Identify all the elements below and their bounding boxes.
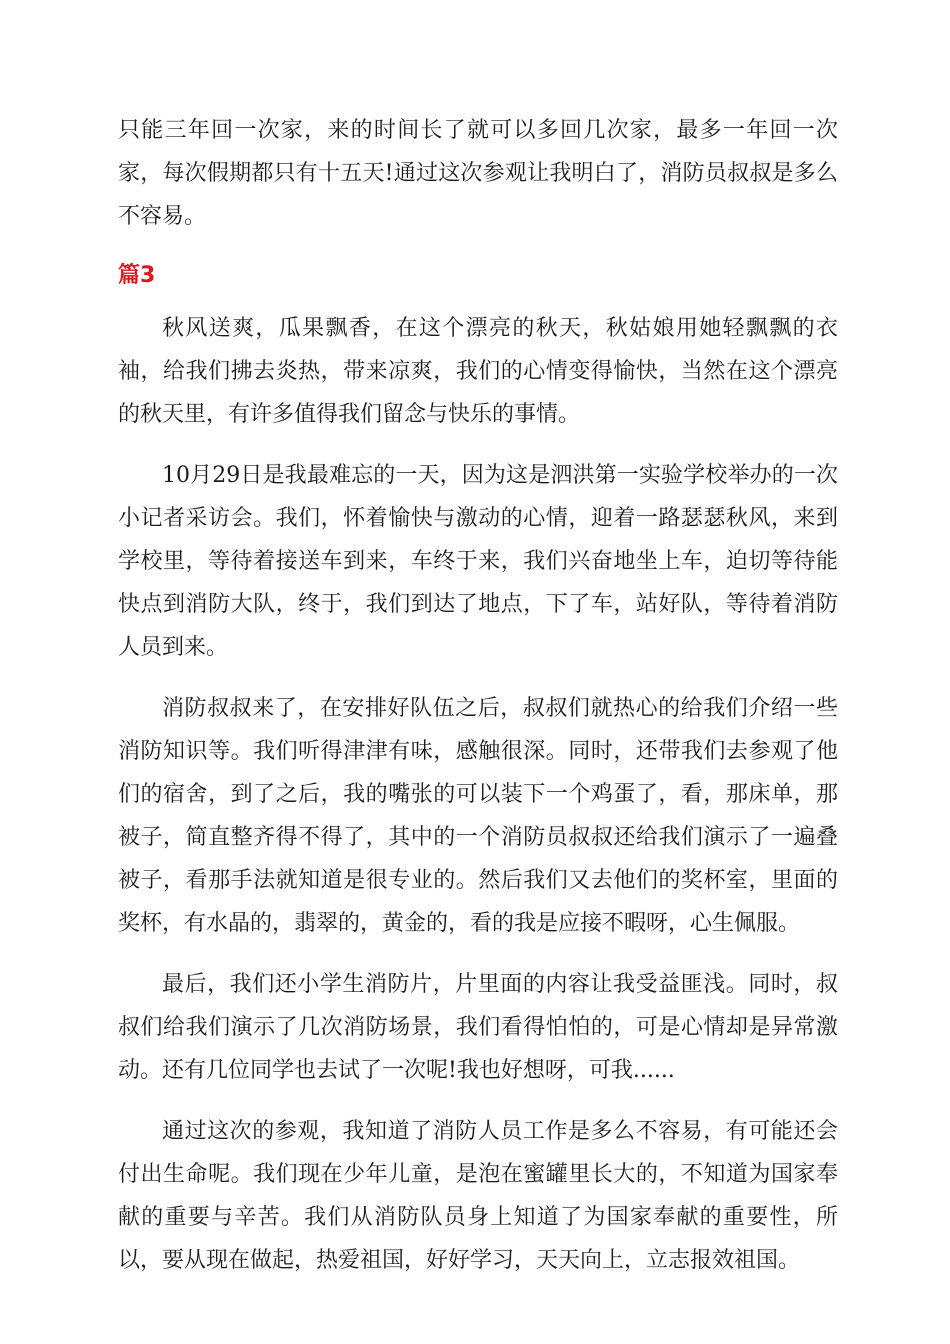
paragraph-2: 10月29日是我最难忘的一天，因为这是泗洪第一实验学校举办的一次小记者采访会。我们，怀着愉快与激动的心情，迎着一路瑟瑟秋风，来到学校里，等待着接送车到来，车终于来，我们兴奋地坐上车，迫切等待能快点到消防大队，终于，我们到达了地点，下了车，站好队，等待着消防人员到来。 <box>118 463 838 660</box>
section-heading: 篇3 <box>118 263 156 288</box>
document-body <box>118 109 838 1300</box>
intro-paragraph: 只能三年回一次家，来的时间长了就可以多回几次家，最多一年回一次家，每次假期都只有十五天!通过这次参观让我明白了，消防员叔叔是多么不容易。 <box>118 118 838 229</box>
paragraph-4: 最后，我们还小学生消防片，片里面的内容让我受益匪浅。同时，叔叔们给我们演示了几次消防场景，我们看得怕怕的，可是心情却是异常激动。还有几位同学也去试了一次呢!我也好想呀，可我...... <box>118 972 838 1083</box>
paragraph-5: 通过这次的参观，我知道了消防人员工作是多么不容易，有可能还会付出生命呢。我们现在少年儿童，是泡在蜜罐里长大的，不知道为国家奉献的重要与辛苦。我们从消防队员身上知道了为国家奉献的重要性，所以，要从现在做起，热爱祖国，好好学习，天天向上，立志报效祖国。 <box>118 1119 838 1273</box>
paragraph-3: 消防叔叔来了，在安排好队伍之后，叔叔们就热心的给我们介绍一些消防知识等。我们听得津津有味，感触很深。同时，还带我们去参观了他们的宿舍，到了之后，我的嘴张的可以装下一个鸡蛋了，看，那床单，那被子，简直整齐得不得了，其中的一个消防员叔叔还给我们演示了一遍叠被子，看那手法就知道是很专业的。然后我们又去他们的奖杯室，里面的奖杯，有水晶的，翡翠的，黄金的，看的我是应接不暇呀，心生佩服。 <box>118 696 838 936</box>
paragraph-1: 秋风送爽，瓜果飘香，在这个漂亮的秋天，秋姑娘用她轻飘飘的衣袖，给我们拂去炎热，带来凉爽，我们的心情变得愉快，当然在这个漂亮的秋天里，有许多值得我们留念与快乐的事情。 <box>118 316 838 427</box>
